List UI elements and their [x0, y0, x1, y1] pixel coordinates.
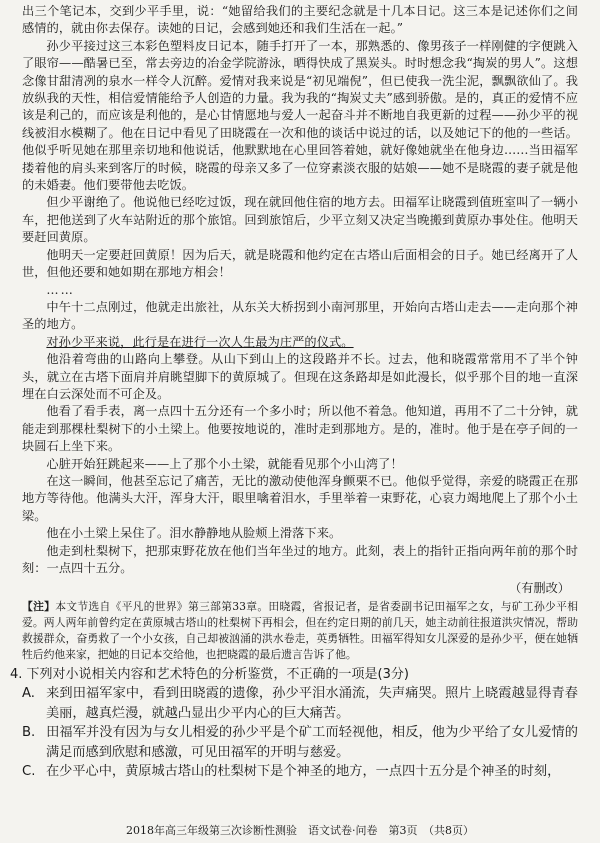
paragraph-2: 孙少平接过这三本彩色塑料皮日记本，随手打开了一本，那熟悉的、像男孩子一样刚健的字便跳入了眼帘——酷暑已至，常去旁边的冶金学院游泳，晒得快成了黑炭头。时时想念我“掏炭的男人”。这想念像甘甜清冽的泉水一样令人沉醉。爱情对我来说是“初见端倪”，但已使我一洗尘泥，飘飘欲仙了。我放纵我的天性，相信爱情能给予人创造的力量。我为我的“掏炭丈夫”感到骄傲。是的，真正的爱情不应该是利己的，而应该是利他的，是心甘情愿地与爱人一起奋斗并不断地自我更新的过程——孙少平的视线被泪水模糊了。他在日记中看见了田晓霞在一次和他的谈话中说过的话，以及她记下的他的一些话。他似乎听见她在那里亲切地和他说话，他默默地在心里回答着她，就好像她就坐在他身边……当田福军搂着他的肩头来到客厅的时候，晓霞的母亲又多了一位穿素淡衣服的姑娘——她不是晓霞的妻子就是他的未婚妻。他们要带他去吃饭。: [22, 38, 578, 193]
option-a: [22, 684, 578, 723]
paragraph-6: 中午十二点刚过，他就走出旅社，从东关大桥拐到小南河那里，开始向古塔山走去——走向那个神圣的地方。: [22, 299, 578, 332]
option-c-text: 在少平心中，黄原城古塔山的杜梨树下是个神圣的地方，一点四十五分是个神圣的时刻，: [46, 764, 561, 780]
option-a-letter: A.: [22, 686, 35, 702]
option-b-letter: B.: [22, 725, 36, 741]
paragraph-7-underlined: [22, 334, 578, 351]
paragraph-1: 出三个笔记本，交到少平手里，说：“她留给我们的主要纪念就是十几本日记。这三本是记述你们之间感情的，就由你去保存。读她的日记，会感到她还和我们生活在一起。”: [22, 4, 578, 36]
question-4-title: 4. 下列对小说相关内容和艺术特色的分析鉴赏，不正确的一项是(3分): [10, 667, 409, 683]
paragraph-10: 心脏开始狂跳起来——上了那个小土梁，就能看见那个小山湾了！: [46, 456, 403, 471]
source-note: （有删改）: [509, 581, 570, 596]
ellipsis-separator: ……: [46, 282, 75, 297]
note-tag: 【注】: [22, 600, 56, 614]
note-text: 本文节选自《平凡的世界》第三部第33章。田晓霞，省报记者，是省委副书记田福军之女，与矿工孙少平相爱。两人两年前曾约定在黄原城古塔山的杜梨树下再相会，但在约定日期的前几天，她主动前往报道洪灾情况，帮助救援群众，奋勇救了一个小女孩，自己却被汹涌的洪水卷走，英勇牺牲。田福军得知女儿深爱的是孙少平，便在她牺牲后约他来家，把她的日记本交给他，也把晓霞的最后遗言告诉了他。: [22, 600, 578, 662]
option-c-letter: C.: [22, 764, 36, 780]
paragraph-13: 他走到杜梨树下，把那束野花放在他们当年坐过的地方。此刻，表上的指针正指向两年前的那个时刻：一点四十五分。: [22, 543, 578, 575]
underlined-sentence: 对孙少平来说，此行是在进行一次人生最为庄严的仪式。: [46, 334, 354, 349]
page-footer: 2018年高三年级第三次诊断性测验 语文试卷·问卷 第3页 （共8页）: [126, 824, 474, 837]
paragraph-4: 他明天一定要赶回黄原！因为后天，就是晓霞和他约定在古塔山后面相会的日子。她已经离开了人世，但他还要和她如期在那地方相会！: [22, 247, 578, 280]
paragraph-12: 他在小土梁上呆住了。泪水静静地从脸颊上滑落下来。: [46, 526, 342, 541]
option-b: [22, 723, 578, 762]
annotation-note: [22, 599, 578, 663]
paragraph-3: 但少平谢绝了。他说他已经吃过饭，现在就回他住宿的地方去。田福军让晓霞到值班室叫了一辆小车，把他送到了火车站附近的那个旅馆。回到旅馆后，少平立刻又决定当晚搬到黄原办事处住。他明天要赶回黄原。: [22, 195, 578, 245]
paragraph-11: 在这一瞬间，他甚至忘记了痛苦，无比的激动使他浑身颤栗不已。他似乎觉得，亲爱的晓霞正在那地方等待他。他满头大汗，浑身大汗，眼里噙着泪水，手里举着一束野花，心哀力竭地爬上了那个小土梁。: [22, 473, 578, 523]
option-c: [22, 762, 578, 782]
option-a-text: 来到田福军家中，看到田晓霞的遗像，孙少平泪水涌流，失声痛哭。照片上晓霞越显得青春美丽，越真烂漫，就越凸显出少平内心的巨大痛苦。: [46, 686, 578, 721]
option-b-text: 田福军并没有因为与女儿相爱的孙少平是个矿工而轻视他，相反，他为少平给了女儿爱情的满足而感到欣慰和感激，可见田福军的开明与慈爱。: [46, 725, 578, 760]
paragraph-9: 他看了看手表，离一点四十五分还有一个多小时；所以他不着急。他知道，再用不了二十分钟，就能走到那棵杜梨树下的小土梁上。他要按地说的，准时走到那地方。是的，准时。他于是在亭子间的一块圆石上坐下来。: [22, 404, 578, 454]
paragraph-8: 他沿着弯曲的山路向上攀登。从山下到山上的这段路并不长。过去，他和晓霞常常用不了半个钟头，就立在古塔下面肩并肩眺望脚下的黄原城了。但现在这条路却是如此漫长，似乎那个目的地一直深埋在白云深处而不可企及。: [22, 352, 578, 401]
